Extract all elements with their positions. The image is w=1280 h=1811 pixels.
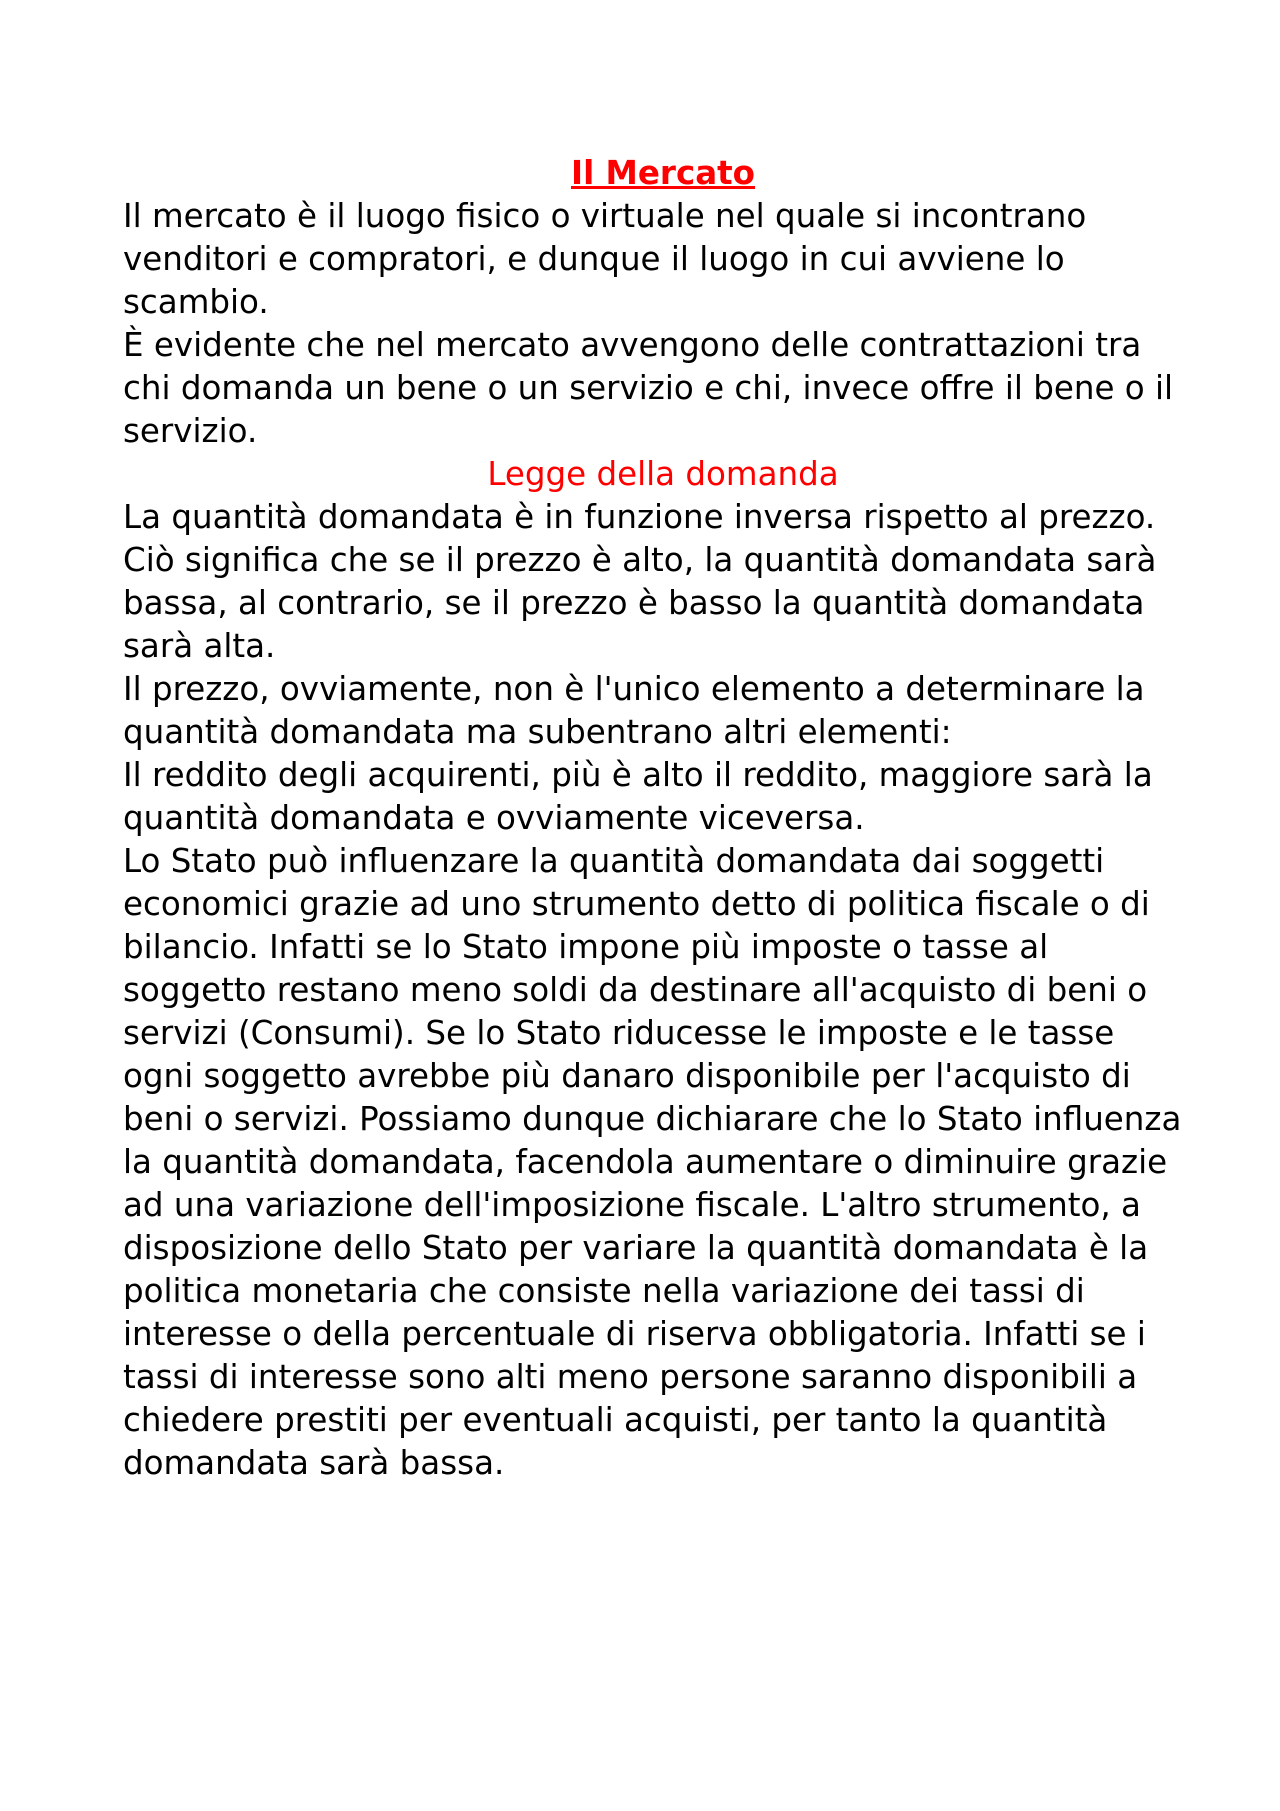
section-paragraph-1: La quantità domandata è in funzione inversa rispetto al prezzo. Ciò significa che se il prezzo è alto, la quantità domandata sarà bassa, al contrario, se il prezzo è basso la quantità domandata sarà alta.: [123, 498, 1157, 665]
document-page: [123, 152, 1183, 1485]
section-paragraph-2: Il prezzo, ovviamente, non è l'unico elemento a determinare la quantità domandata ma subentrano altri elementi:: [123, 670, 1145, 751]
section-paragraph-4: Lo Stato può influenzare la quantità domandata dai soggetti economici grazie ad uno strumento detto di politica fiscale o di bilancio. Infatti se lo Stato impone più imposte o tasse al soggetto restano meno soldi da destinare all'acquisto di beni o servizi (Consumi). Se lo Stato riducesse le imposte e le tasse ogni soggetto avrebbe più danaro disponibile per l'acquisto di beni o servizi. Possiamo dunque dichiarare che lo Stato influenza la quantità domandata, facendola aumentare o diminuire grazie ad una variazione dell'imposizione fiscale. L'altro strumento, a disposizione dello Stato per variare la quantità domandata è la politica monetaria che consiste nella variazione dei tassi di interesse o della percentuale di riserva obbligatoria. Infatti se i tassi di interesse sono alti meno persone saranno disponibili a chiedere prestiti per eventuali acquisti, per tanto la quantità domandata sarà bassa.: [123, 842, 1182, 1482]
section-paragraph-3: Il reddito degli acquirenti, più è alto il reddito, maggiore sarà la quantità domandata e ovviamente viceversa.: [123, 756, 1153, 837]
intro-paragraph-2: È evidente che nel mercato avvengono delle contrattazioni tra chi domanda un bene o un servizio e chi, invece offre il bene o il servizio.: [123, 326, 1174, 450]
intro-paragraph-1: Il mercato è il luogo fisico o virtuale nel quale si incontrano venditori e compratori, e dunque il luogo in cui avviene lo scambio.: [123, 197, 1087, 321]
section-heading: Legge della domanda: [487, 455, 839, 493]
document-title: Il Mercato: [570, 154, 756, 192]
